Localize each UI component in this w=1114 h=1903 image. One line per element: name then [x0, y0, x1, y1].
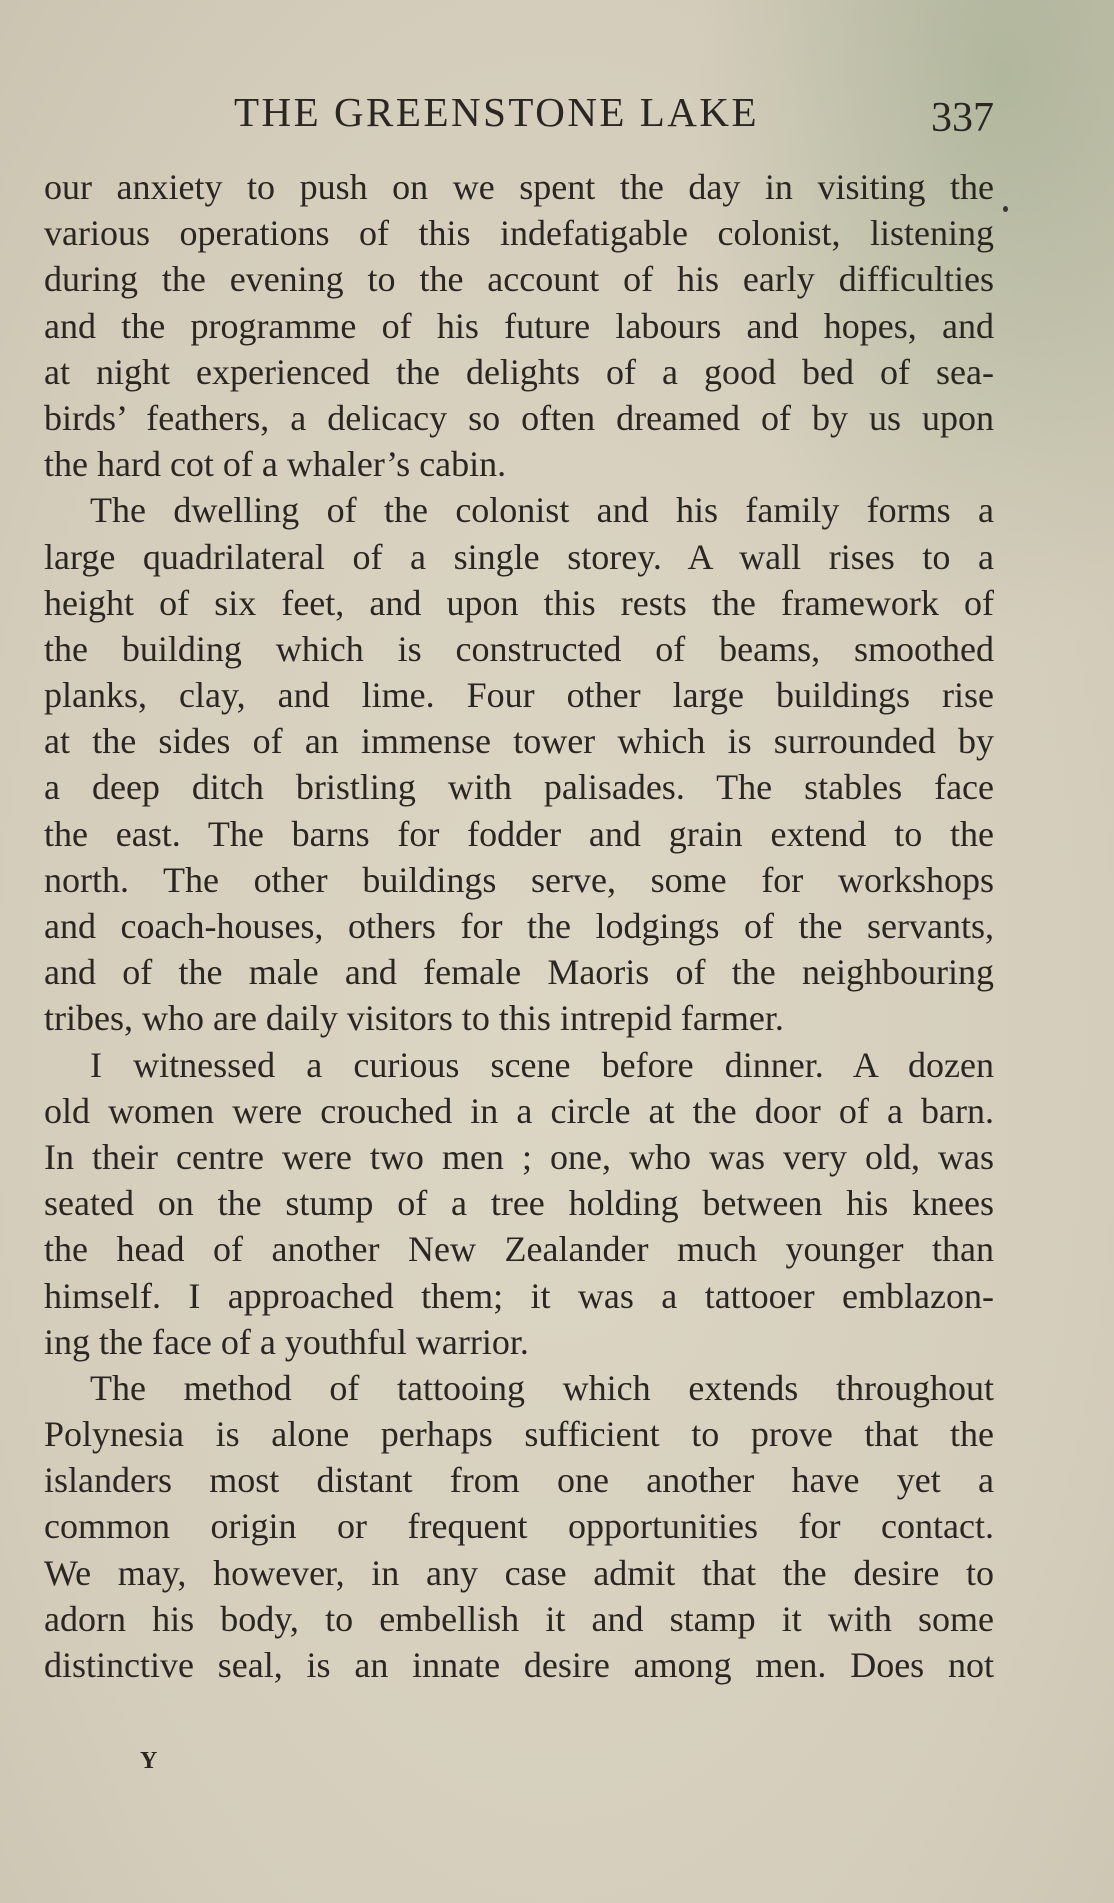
text-line: himself. I approached them; it was a tattooer emblazon- — [44, 1275, 994, 1316]
text-line: and coach-houses, others for the lodgings of the servants, — [44, 906, 994, 946]
text-line: the east. The barns for fodder and grain extend to the — [44, 813, 994, 854]
text-line: large quadrilateral of a single storey. A wall rises to a — [44, 536, 994, 577]
text-line: the building which is constructed of beams, smoothed — [44, 628, 994, 669]
running-head: THE GREENSTONE LAKE — [234, 89, 760, 135]
paragraph-start-line: The method of tattooing which extends throughout — [90, 1367, 994, 1408]
text-line: tribes, who are daily visitors to this intrepid farmer. — [44, 998, 784, 1039]
text-line: In their centre were two men ; one, who was very old, was — [44, 1136, 994, 1177]
text-line: the hard cot of a whaler’s cabin. — [44, 444, 507, 485]
text-line: and of the male and female Maoris of the neighbouring — [44, 952, 994, 993]
text-line: at night experienced the delights of a good bed of sea- — [44, 351, 994, 392]
text-line: the head of another New Zealander much younger than — [44, 1229, 994, 1270]
text-line: seated on the stump of a tree holding between his knees — [44, 1183, 994, 1224]
paragraph-start-line: The dwelling of the colonist and his family forms a — [90, 490, 994, 531]
text-line: at the sides of an immense tower which is surrounded by — [44, 721, 994, 762]
text-line: islanders most distant from one another have yet a — [44, 1460, 994, 1501]
text-line: and the programme of his future labours and hopes, and — [44, 305, 994, 346]
page-header — [44, 82, 994, 142]
text-line: Polynesia is alone perhaps sufficient to prove that the — [44, 1414, 994, 1455]
text-line: height of six feet, and upon this rests the framework of — [44, 582, 994, 623]
text-line: distinctive seal, is an innate desire among men. Does not — [44, 1645, 994, 1685]
page-number: 337 — [931, 95, 994, 141]
text-line: We may, however, in any case admit that the desire to — [44, 1552, 994, 1593]
ink-speck — [1003, 206, 1008, 212]
text-line: common origin or frequent opportunities for contact. — [44, 1506, 994, 1547]
text-line: old women were crouched in a circle at the door of a barn. — [44, 1090, 994, 1131]
text-line: planks, clay, and lime. Four other large buildings rise — [44, 675, 994, 716]
body-text — [44, 164, 994, 1688]
signature-mark: Y — [140, 1748, 159, 1774]
text-line: birds’ feathers, a delicacy so often dreamed of by us upon — [44, 397, 994, 438]
text-line: adorn his body, to embellish it and stamp it with some — [44, 1598, 994, 1639]
text-line: north. The other buildings serve, some for workshops — [44, 859, 994, 900]
text-line: our anxiety to push on we spent the day in visiting the — [44, 167, 994, 207]
text-line: ing the face of a youthful warrior. — [44, 1321, 529, 1362]
paragraph-start-line: I witnessed a curious scene before dinner. A dozen — [90, 1044, 994, 1085]
text-line: a deep ditch bristling with palisades. The stables face — [44, 767, 994, 808]
text-line: various operations of this indefatigable colonist, listening — [44, 213, 994, 254]
text-line: during the evening to the account of his early difficulties — [44, 259, 994, 300]
